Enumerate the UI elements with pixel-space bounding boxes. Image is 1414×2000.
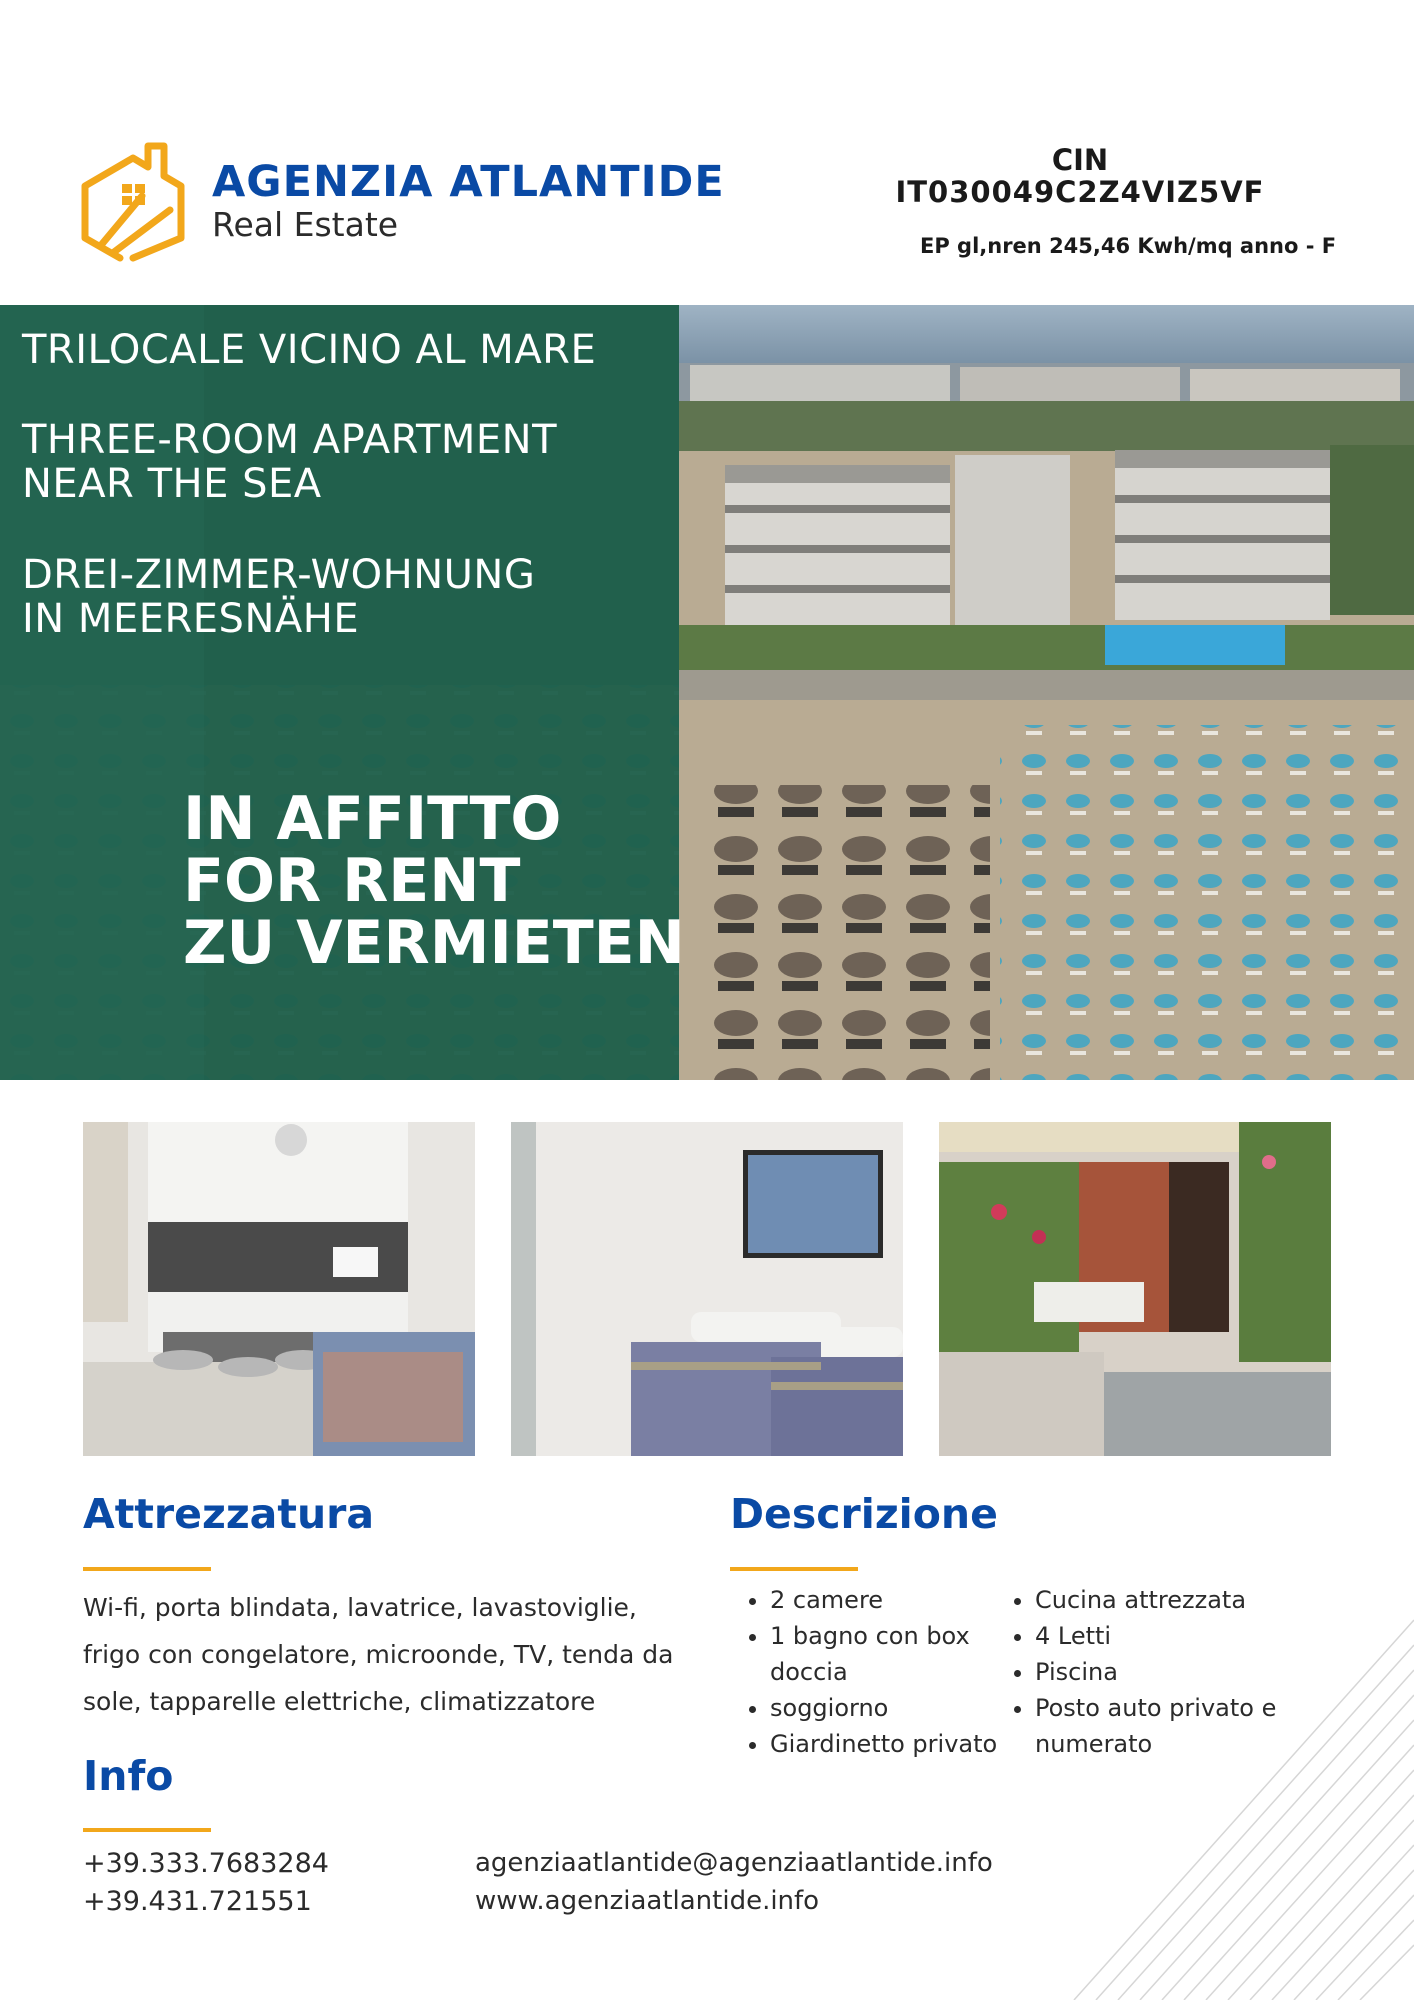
hero-title-it: TRILOCALE VICINO AL MARE [22, 327, 597, 373]
descrizione-underline [730, 1567, 858, 1571]
list-item: • 4 Letti [1035, 1618, 1325, 1654]
attrezzatura-text: Wi-fi, porta blindata, lavatrice, lavastoviglie, frigo con congelatore, microonde, TV, tenda da sole, tapparelle elettriche, climatizzatore [83, 1593, 674, 1716]
info-underline [83, 1828, 211, 1832]
list-item: • Cucina attrezzata [1035, 1582, 1325, 1618]
rent-callout: IN AFFITTO FOR RENT ZU VERMIETEN [183, 784, 685, 978]
brand-block [212, 158, 725, 244]
list-item: • 1 bagno con box doccia [770, 1618, 1000, 1690]
brand-name: AGENZIA ATLANTIDE [212, 157, 725, 207]
energy-rating: EP gl,nren 245,46 Kwh/mq anno - F [920, 234, 1337, 258]
list-item: • Piscina [1035, 1654, 1325, 1690]
descrizione-title: Descrizione [730, 1490, 998, 1538]
descrizione-list-1 [730, 1582, 1000, 1762]
website-link[interactable]: www.agenziaatlantide.info [475, 1886, 820, 1916]
email-link[interactable]: agenziaatlantide@agenziaatlantide.info [475, 1848, 993, 1878]
house-logo-icon [80, 140, 186, 264]
phone-landline[interactable]: +39.431.721551 [83, 1886, 312, 1917]
list-item: • Giardinetto privato [770, 1726, 1000, 1762]
attrezzatura-title: Attrezzatura [83, 1490, 375, 1538]
attrezzatura-underline [83, 1567, 211, 1571]
cin-label: CIN [1051, 143, 1109, 177]
brand-subtitle: Real Estate [212, 205, 399, 244]
hero-banner [0, 305, 1414, 1080]
cin-block [880, 144, 1280, 208]
hero-title-en: THREE-ROOM APARTMENT NEAR THE SEA [22, 417, 558, 507]
info-title: Info [83, 1752, 174, 1800]
bedroom-photo [511, 1122, 903, 1456]
garden-photo [939, 1122, 1331, 1456]
cin-code: IT030049C2Z4VIZ5VF [895, 175, 1265, 209]
list-item: • Posto auto privato e numerato [1035, 1690, 1325, 1762]
phone-mobile[interactable]: +39.333.7683284 [83, 1848, 329, 1879]
hero-title-de: DREI-ZIMMER-WOHNUNG IN MEERESNÄHE [22, 552, 536, 642]
kitchen-photo [83, 1122, 475, 1456]
list-item: • soggiorno [770, 1690, 1000, 1726]
list-item: • 2 camere [770, 1582, 1000, 1618]
decorative-lines [1054, 1610, 1414, 2000]
